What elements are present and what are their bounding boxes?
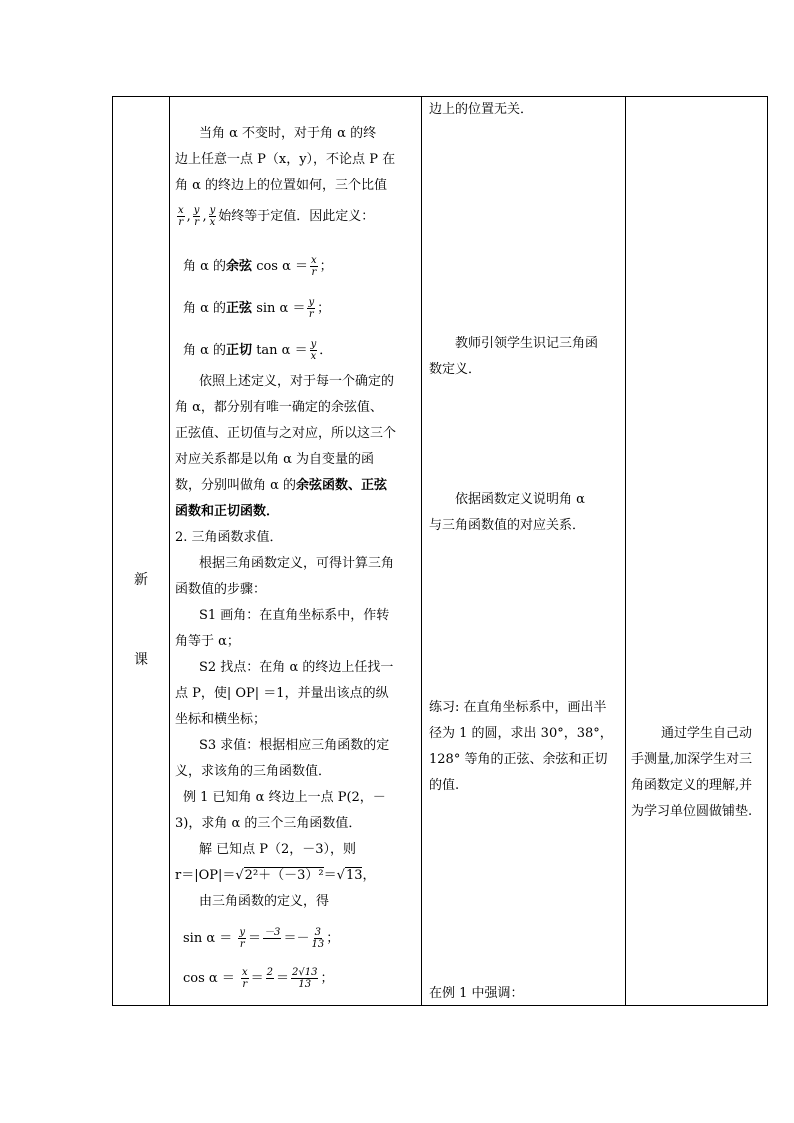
fraction: $\frac{x}{r}$ [311,255,317,278]
r-formula [175,867,376,885]
def-sin: 角 α 的正弦 sin α ＝ $\frac{y}{r}$ ； [183,297,331,320]
teacher-column [421,97,625,1005]
def-cos: 角 α 的余弦 cos α ＝ $\frac{x}{r}$ ； [183,255,333,278]
text-line: S3 求值：根据相应三角函数的定 [199,738,390,753]
text: cos α ＝ [252,259,309,274]
text-line: 为学习单位圆做铺垫. [631,804,753,819]
fraction: $\frac{x}{r}$ [178,205,184,228]
text-line: 径为 1 的圆，求出 30°，38°， [429,726,613,741]
text: 数，分别叫做角 α 的 [175,478,297,493]
fraction: $\frac{3}{13}$ [311,927,325,950]
text-line: 的值. [429,778,460,793]
fraction: $\frac{y}{r}$ [193,205,200,228]
text-line: 函数值的步骤： [175,582,267,597]
fraction: $\frac{y}{x}$ [209,205,216,228]
text-line: 解 已知点 P（2，－3），则 [199,842,357,857]
text: sin α ＝ [183,931,233,946]
text: ＝√ [323,868,345,883]
text-line: 边上的位置无关． [429,102,534,117]
radicand: 13 [345,868,363,883]
fraction: $\frac{y}{x}$ [310,339,317,362]
text-line: 角等于 α； [175,634,240,649]
lesson-table [112,96,768,1006]
text-line [175,477,387,495]
text: 角 α 的 [183,301,227,316]
cos-calc: cos α ＝ $\frac{x}{r}$ ＝ 2 ＝ $\frac{2√13}{13}$ ； [183,967,334,990]
fraction: $\frac{y}{r}$ [239,927,246,950]
text-line: 角函数定义的理解,并 [631,778,753,793]
text: 角 α 的 [183,259,227,274]
text: tan α ＝ [252,343,308,358]
text-line: 坐标和横坐标； [175,712,267,727]
text-line: 通过学生自己动 [661,726,753,741]
text-line: 教师引领学生识记三角函 [455,336,599,351]
fraction: $\frac{x}{r}$ [241,967,248,990]
text-line: 例 1 已知角 α 终边上一点 P(2，－ [183,790,386,805]
side-label-top: 新 [134,572,148,588]
content-column [169,97,421,1005]
text-line: 角 α，都分别有唯一确定的余弦值、 [175,400,383,415]
text: cos α ＝ [183,971,235,986]
text-line: 点 P，使| OP| ＝1，并量出该点的纵 [175,686,389,701]
term: 余弦 [226,259,253,274]
text-line: 依照上述定义，对于每一个确定的 [199,374,395,389]
text-line: 正弦值、正切值与之对应，所以这三个 [175,426,397,441]
text-line: 数定义． [429,362,482,377]
text-line: 在例 1 中强调： [429,986,524,1001]
text-line: 根据三角函数定义，可得计算三角 [199,556,395,571]
text-line: 当角 α 不变时，对于角 α 的终 [199,126,377,141]
purpose-column [625,97,769,1005]
text-line: 与三角函数值的对应关系． [429,518,586,533]
text-line: 练习: 在直角坐标系中，画出半 [429,700,607,715]
text-line: 依据函数定义说明角 α [455,492,585,507]
text-line: 对应关系都是以角 α 为自变量的函 [175,452,375,467]
term: 正弦 [226,301,253,316]
text-line: 边上任意一点 P（x，y），不论点 P 在 [175,152,396,167]
text: 角 α 的 [183,343,227,358]
text-line: 128° 等角的正弦、余弦和正切 [429,752,608,767]
ratios-line: $\frac{x}{r}$ , $\frac{y}{r}$ , $\frac{y}{x}$ 始终等于定值．因此定义： [178,205,375,228]
fraction: $\frac{2√13}{13}$ [292,967,318,990]
fraction: －3 [264,927,281,938]
radicand: 2²＋（－3）² [244,868,324,883]
section-title: 2. 三角函数求值． [175,530,283,545]
text-line: 义，求该角的三角函数值． [175,764,332,779]
text-line: 角 α 的终边上的位置如何，三个比值 [175,178,388,193]
side-label-bottom: 课 [134,652,148,668]
text-line: S2 找点：在角 α 的终边上任找一 [199,660,394,675]
text: ， [362,868,376,883]
text-line: 函数和正切函数． [175,504,280,519]
sin-calc: sin α ＝ $\frac{y}{r}$ ＝ －3 ＝－ $\frac{3}{13}$ ； [183,927,340,950]
text-line: 3)，求角 α 的三个三角函数值． [175,816,362,831]
text: r＝|OP|＝√ [175,868,244,883]
text-line: S1 画角：在直角坐标系中，作转 [199,608,390,623]
term: 正切 [226,343,253,358]
text: sin α ＝ [252,301,306,316]
fraction: 2 [266,967,273,978]
def-tan: 角 α 的正切 tan α ＝ $\frac{y}{x}$ ． [183,339,333,362]
text-line: 由三角函数的定义，得 [199,894,330,909]
term: 余弦函数、正弦 [296,478,388,493]
text: 始终等于定值．因此定义： [218,209,375,224]
fraction: $\frac{y}{r}$ [308,297,315,320]
text-line: 手测量,加深学生对三 [631,752,753,767]
